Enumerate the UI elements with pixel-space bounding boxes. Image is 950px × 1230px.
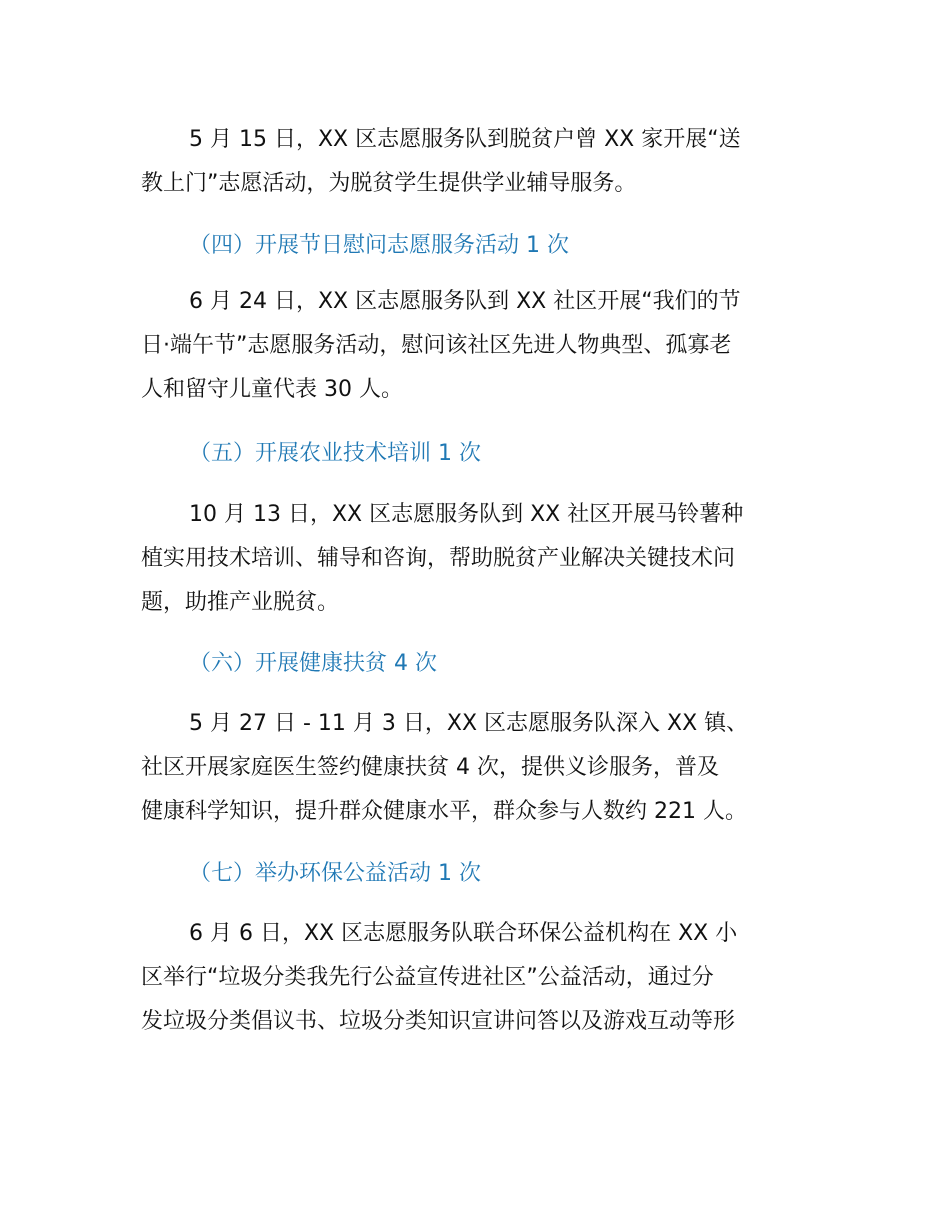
paragraph-line: 健康科学知识，提升群众健康水平，群众参与人数约 221 人。 (141, 799, 747, 824)
paragraph-garbage-sorting (141, 912, 821, 1044)
paragraph-line: 植实用技术培训、辅导和咨询，帮助脱贫产业解决关键技术问 (141, 546, 736, 571)
paragraph-family-doctor (141, 702, 821, 834)
paragraph-line: 6 月 24 日，XX 区志愿服务队到 XX 社区开展“我们的节 (189, 289, 741, 314)
section-heading-environmental: （七）举办环保公益活动 1 次 (189, 861, 481, 886)
paragraph-line: 日·端午节”志愿服务活动，慰问该社区先进人物典型、孤寡老 (141, 333, 732, 358)
paragraph-line: 发垃圾分类倡议书、垃圾分类知识宣讲问答以及游戏互动等形 (141, 1009, 736, 1034)
paragraph-potato-training (141, 493, 821, 625)
section-heading-holiday-visits: （四）开展节日慰问志愿服务活动 1 次 (189, 233, 569, 258)
paragraph-line: 5 月 27 日 - 11 月 3 日，XX 区志愿服务队深入 XX 镇、 (189, 711, 749, 736)
paragraph-home-tutoring (141, 118, 821, 206)
section-heading-agri-training: （五）开展农业技术培训 1 次 (189, 441, 481, 466)
paragraph-line: 教上门”志愿活动，为脱贫学生提供学业辅导服务。 (141, 171, 637, 196)
paragraph-line: 区举行“垃圾分类我先行公益宣传进社区”公益活动，通过分 (141, 965, 714, 990)
paragraph-line: 人和留守儿童代表 30 人。 (141, 377, 403, 402)
paragraph-line: 社区开展家庭医生签约健康扶贫 4 次，提供义诊服务，普及 (141, 755, 719, 780)
paragraph-line: 10 月 13 日，XX 区志愿服务队到 XX 社区开展马铃薯种 (189, 502, 744, 527)
paragraph-line: 题，助推产业脱贫。 (141, 590, 340, 615)
section-heading-health-poverty: （六）开展健康扶贫 4 次 (189, 651, 437, 676)
paragraph-line: 6 月 6 日，XX 区志愿服务队联合环保公益机构在 XX 小 (189, 921, 738, 946)
paragraph-line: 5 月 15 日，XX 区志愿服务队到脱贫户曾 XX 家开展“送 (189, 127, 741, 152)
paragraph-dragon-boat-festival (141, 280, 821, 412)
